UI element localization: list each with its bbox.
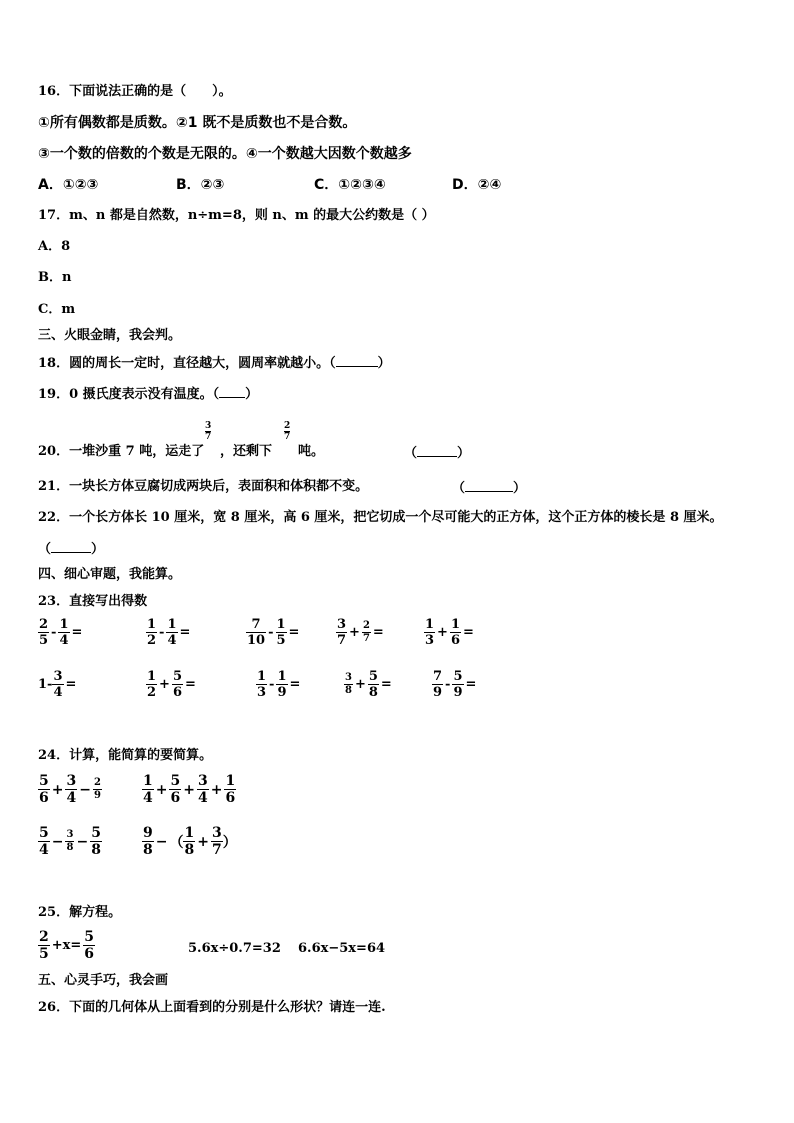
equals-sign: = — [288, 625, 300, 640]
equals-sign: = — [71, 625, 83, 640]
denominator: 9 — [453, 685, 463, 700]
q16-option-a: A．①②③ — [38, 177, 99, 193]
q24-stem: 24．计算，能简算的要简算。 — [38, 748, 213, 763]
operator: − — [51, 833, 64, 850]
operator: + — [197, 833, 209, 850]
denominator: 6 — [225, 790, 236, 806]
numerator: 5 — [84, 929, 95, 945]
q25-equation-2: 5.6x÷0.7=32 — [188, 941, 281, 956]
numerator: 1 — [276, 617, 286, 632]
denominator: 9 — [277, 685, 287, 700]
numerator: 1 — [143, 773, 153, 789]
q16-stem: 16．下面说法正确的是（ ）。 — [38, 84, 232, 99]
numerator: 1 — [167, 617, 177, 632]
equals-sign: = — [65, 677, 77, 692]
denominator: 2 — [147, 633, 157, 648]
numerator: 3 — [66, 773, 77, 789]
denominator: 8 — [184, 842, 195, 858]
q25-equation-3: 6.6x−5x=64 — [298, 941, 386, 956]
denominator: 5 — [276, 633, 286, 648]
q16-option-d: D．②④ — [452, 177, 502, 193]
operator: - — [51, 625, 57, 640]
numerator: 5 — [368, 669, 378, 684]
equals-sign: = — [289, 677, 301, 692]
q23-expr-10 — [432, 670, 478, 699]
operator: + — [183, 781, 195, 798]
operator: + — [159, 677, 170, 692]
numerator: 3 — [53, 669, 63, 684]
q16-option-b: B．②③ — [176, 177, 225, 193]
denominator: 3 — [425, 633, 435, 648]
q20-paren-close: ） — [457, 446, 471, 461]
equals-sign: = — [380, 677, 392, 692]
numerator: 3 — [211, 825, 222, 841]
q23-expr-5 — [424, 618, 476, 647]
q16-statement-2: ③一个数的倍数的个数是无限的。④一个数越大因数个数越多 — [38, 146, 412, 162]
denominator: 2 — [147, 685, 157, 700]
numerator: 5 — [91, 825, 101, 841]
q23-expr-2 — [146, 618, 192, 647]
denominator: 5 — [39, 946, 49, 962]
denominator: 3 — [257, 685, 267, 700]
section-3-heading: 三、火眼金睛，我会判。 — [38, 328, 182, 343]
q23-stem: 23．直接写出得数 — [38, 594, 148, 609]
section-4-heading: 四、细心审题，我能算。 — [38, 567, 182, 582]
q17-option-b: B．n — [38, 270, 72, 285]
q17-stem: 17．m、n 都是自然数，n÷m=8，则 n、m 的最大公约数是（ ） — [38, 208, 435, 223]
operator: + — [437, 625, 448, 640]
q19-paren-close: ） — [245, 387, 259, 402]
q20-answer-blank[interactable] — [417, 444, 457, 457]
numerator: 1 — [277, 669, 287, 684]
denominator: 7 — [337, 633, 347, 648]
operator: - — [47, 677, 53, 692]
q23-expr-1 — [38, 618, 84, 647]
denominator: 6 — [84, 946, 95, 962]
denominator: 6 — [172, 685, 182, 700]
q23-expr-3 — [246, 618, 301, 647]
denominator: 10 — [247, 633, 266, 648]
denominator: 8 — [345, 685, 352, 696]
q16-statement-1: ①所有偶数都是质数。②1 既不是质数也不是合数。 — [38, 115, 357, 131]
denominator: 4 — [143, 790, 153, 806]
q22-answer-blank[interactable] — [51, 540, 91, 553]
q20-part-2: ，还剩下 — [220, 444, 273, 459]
equals-sign: = — [179, 625, 191, 640]
denominator: 8 — [91, 842, 101, 858]
denominator: 6 — [39, 790, 49, 806]
denominator: 8 — [143, 842, 153, 858]
equation-middle: +x= — [51, 938, 82, 953]
numerator: 1 — [184, 825, 195, 841]
q18-text: 18．圆的周长一定时，直径越大，圆周率就越小。（ — [38, 356, 336, 371]
q19-answer-blank[interactable] — [219, 385, 245, 398]
q23-expr-9 — [344, 670, 394, 699]
equals-sign: = — [372, 625, 384, 640]
q18-answer-blank[interactable] — [336, 354, 378, 367]
q20-fraction-2-numerator: 2 — [284, 421, 291, 431]
numerator: 7 — [251, 617, 261, 632]
operator: + — [210, 781, 223, 798]
q23-expr-7 — [146, 670, 198, 699]
denominator: 4 — [53, 685, 63, 700]
numerator: 2 — [39, 929, 49, 945]
numerator: 1 — [225, 773, 236, 789]
q19-text: 19．0 摄氏度表示没有温度。（ — [38, 387, 220, 402]
operator: - — [269, 677, 275, 692]
numerator: 3 — [66, 829, 74, 840]
numerator: 2 — [93, 777, 101, 788]
numerator: 1 — [450, 617, 460, 632]
numerator: 2 — [362, 620, 370, 631]
q20-fraction-1-denominator: 7 — [205, 432, 212, 442]
q23-expr-6 — [38, 670, 78, 699]
denominator: 4 — [167, 633, 177, 648]
q18-paren-close: ） — [377, 356, 391, 371]
denominator: 8 — [66, 842, 74, 853]
numerator: 1 — [147, 669, 157, 684]
numerator: 1 — [257, 669, 267, 684]
numerator: 7 — [433, 669, 443, 684]
q17-option-a: A．8 — [38, 239, 71, 254]
equals-sign: = — [463, 625, 474, 640]
q21-paren-close: ） — [513, 481, 527, 496]
q19-line — [38, 385, 258, 403]
q20-fraction-1 — [205, 422, 211, 442]
operator: - — [159, 625, 165, 640]
denominator: 4 — [59, 633, 69, 648]
denominator: 6 — [170, 790, 181, 806]
q18-line — [38, 354, 391, 372]
operator: − — [155, 833, 168, 850]
operator: − — [76, 833, 89, 850]
denominator: 9 — [433, 685, 443, 700]
q24-expr-2 — [142, 774, 236, 805]
integer: 1 — [38, 677, 48, 692]
numerator: 2 — [39, 617, 49, 632]
numerator: 9 — [143, 825, 153, 841]
q21-answer-blank[interactable] — [465, 479, 513, 492]
q26-text: 26．下面的几何体从上面看到的分别是什么形状？请连一连. — [38, 1000, 386, 1015]
equals-sign: = — [185, 677, 196, 692]
q20-part-3: 吨。 — [298, 444, 325, 459]
numerator: 1 — [59, 617, 69, 632]
equals-sign: = — [465, 677, 477, 692]
q25-equation-1 — [38, 930, 95, 961]
q22-paren-open: （ — [38, 542, 52, 557]
numerator: 3 — [337, 617, 347, 632]
denominator: 6 — [450, 633, 460, 648]
operator: - — [445, 677, 451, 692]
q20-part-1: 20．一堆沙重 7 吨，运走了 — [38, 444, 205, 459]
denominator: 7 — [362, 633, 370, 644]
operator: + — [51, 781, 64, 798]
left-paren: （ — [169, 834, 184, 851]
numerator: 3 — [197, 773, 208, 789]
numerator: 1 — [147, 617, 157, 632]
operator: + — [155, 781, 168, 798]
q21-text: 21．一块长方体豆腐切成两块后，表面积和体积都不变。 — [38, 479, 369, 494]
numerator: 5 — [172, 669, 182, 684]
denominator: 4 — [39, 842, 49, 858]
q23-expr-4 — [336, 618, 386, 647]
denominator: 9 — [93, 790, 101, 801]
q22-answer — [38, 540, 104, 558]
numerator: 5 — [170, 773, 181, 789]
numerator: 5 — [39, 773, 49, 789]
q21-paren-open: （ — [452, 481, 466, 496]
operator: - — [268, 625, 274, 640]
q23-expr-8 — [256, 670, 302, 699]
denominator: 7 — [211, 842, 222, 858]
q24-expr-4 — [142, 826, 237, 857]
q20-fraction-2 — [284, 422, 290, 442]
operator: + — [349, 625, 360, 640]
denominator: 8 — [368, 685, 378, 700]
q16-option-c: C．①②③④ — [314, 177, 386, 193]
section-5-heading: 五、心灵手巧，我会画 — [38, 973, 169, 988]
numerator: 3 — [345, 672, 352, 683]
q20-fraction-1-numerator: 3 — [205, 421, 212, 431]
q22-paren-close: ） — [91, 542, 105, 557]
q25-stem: 25．解方程。 — [38, 905, 122, 920]
q24-expr-1 — [38, 774, 102, 805]
operator: − — [79, 781, 91, 798]
denominator: 5 — [39, 633, 49, 648]
q22-text: 22．一个长方体长 10 厘米，宽 8 厘米，高 6 厘米，把它切成一个尽可能大的正方体，这个正方体的棱长是 8 厘米。 — [38, 510, 723, 525]
denominator: 4 — [197, 790, 208, 806]
q20-fraction-2-denominator: 7 — [284, 432, 291, 442]
q17-option-c: C．m — [38, 302, 76, 317]
q20-answer — [404, 444, 470, 462]
q21-answer — [452, 479, 526, 497]
q24-expr-3 — [38, 826, 102, 857]
right-paren: ） — [222, 834, 237, 851]
numerator: 1 — [425, 617, 435, 632]
operator: + — [354, 677, 366, 692]
numerator: 5 — [39, 825, 49, 841]
q20-paren-open: （ — [404, 446, 418, 461]
numerator: 5 — [453, 669, 463, 684]
denominator: 4 — [66, 790, 77, 806]
